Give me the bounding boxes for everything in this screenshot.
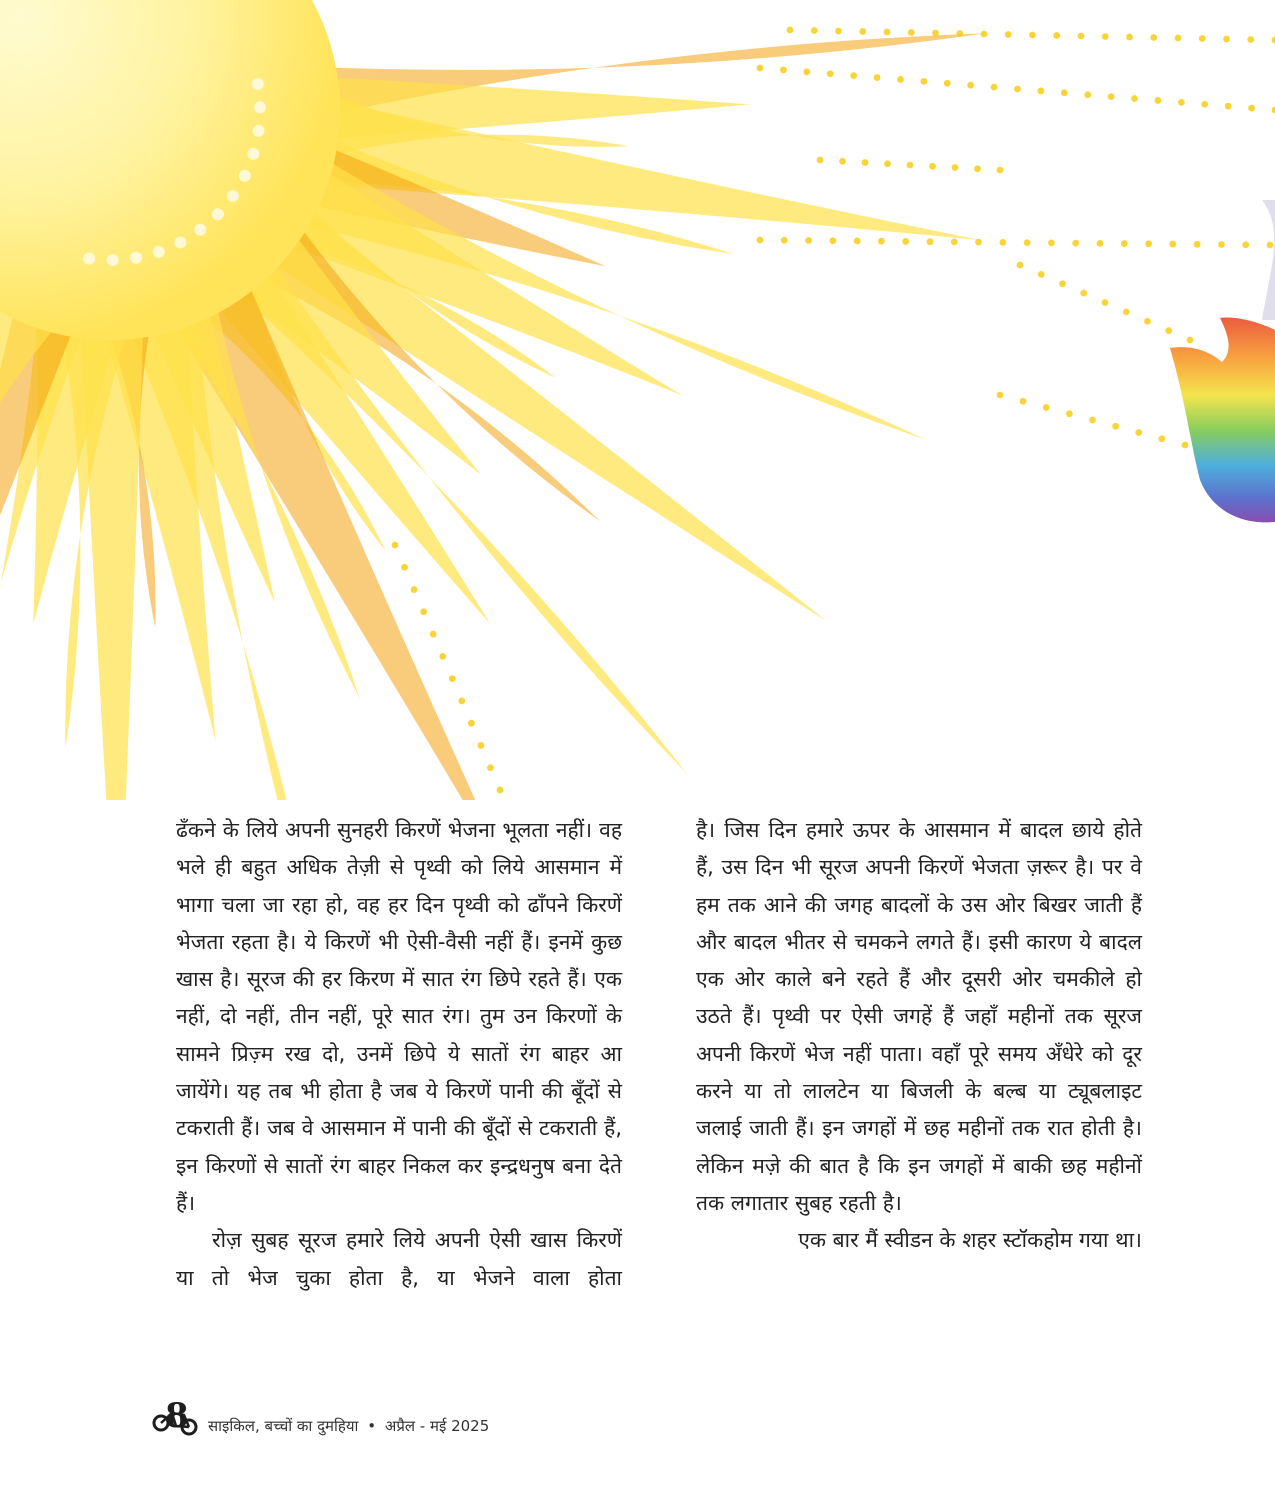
light-dot: [780, 67, 787, 74]
sun-dot: [239, 170, 251, 182]
light-dot: [1272, 37, 1275, 44]
light-dot: [1066, 410, 1073, 417]
light-dot: [974, 165, 981, 172]
light-dot: [884, 29, 891, 36]
light-dot: [1024, 239, 1031, 246]
sun-dot: [252, 78, 264, 90]
light-dot: [1155, 97, 1162, 104]
light-dot: [1218, 241, 1225, 248]
light-dot: [952, 164, 959, 171]
sun-icon: [0, 0, 987, 800]
light-dot: [1048, 239, 1055, 246]
light-dot: [862, 159, 869, 166]
light-dot: [430, 631, 437, 638]
page-footer: [150, 1395, 489, 1445]
paragraph: एक बार मैं स्वीडन के शहर स्टॉकहोम गया था।: [798, 1228, 1142, 1253]
light-dot: [1187, 337, 1194, 344]
sun-dot: [227, 190, 239, 202]
light-dot: [1089, 417, 1096, 424]
light-dot: [907, 162, 914, 169]
light-dot: [944, 80, 951, 87]
light-dot: [1178, 99, 1185, 106]
light-dot: [878, 238, 885, 245]
light-dot: [927, 238, 934, 245]
light-dot: [1223, 36, 1230, 43]
light-dot: [975, 239, 982, 246]
light-dot: [1043, 404, 1050, 411]
light-dot: [997, 167, 1004, 174]
light-dot: [1175, 35, 1182, 42]
light-dot: [854, 238, 861, 245]
light-dot: [420, 608, 427, 615]
light-dot: [1135, 429, 1142, 436]
light-dot: [1080, 290, 1087, 297]
light-dot: [1126, 34, 1133, 41]
light-dot: [956, 30, 963, 37]
light-dot: [874, 74, 881, 81]
sun-dot: [83, 253, 95, 265]
light-dot: [1165, 327, 1172, 334]
light-dot: [817, 157, 824, 164]
light-dot: [1144, 318, 1151, 325]
light-dot: [991, 84, 998, 91]
light-dot: [787, 27, 794, 34]
light-dot: [757, 65, 764, 72]
light-dot: [1084, 91, 1091, 98]
light-dot: [1014, 86, 1021, 93]
light-dot: [781, 237, 788, 244]
sun-dot: [194, 224, 206, 236]
page-number: 8: [165, 1396, 189, 1436]
magazine-name: साइकिल, बच्चों का दुमहिया: [208, 1417, 359, 1435]
sun-dot: [247, 148, 259, 160]
light-dot: [981, 31, 988, 38]
light-dot: [468, 720, 475, 727]
light-dot: [1169, 241, 1176, 248]
light-dot: [811, 27, 818, 34]
light-dot: [1078, 33, 1085, 40]
light-dot: [487, 764, 494, 771]
paragraph: रोज़ सुबह सूरज हमारे लिये अपनी ऐसी खास किरणें या तो भेज चुका होता है, या भेजने वाला होता: [176, 1228, 622, 1290]
sun-dot: [253, 125, 265, 137]
light-dot: [1150, 34, 1157, 41]
light-dot: [850, 72, 857, 79]
light-dot: [1145, 240, 1152, 247]
sun-dot: [107, 254, 119, 266]
light-dot: [1059, 280, 1066, 287]
light-dot: [803, 68, 810, 75]
light-dot: [1005, 31, 1012, 38]
light-dot: [757, 237, 764, 244]
light-dot: [1108, 93, 1115, 100]
light-dot: [478, 742, 485, 749]
paragraph: ढँकने के लिये अपनी सुनहरी किरणें भेजना भूलता नहीं। वह भले ही बहुत अधिक तेज़ी से पृथ्वी को लिये आसमान में भागा चला जा रहा हो, वह हर दिन पृथ्वी को ढाँपने किरणें भेजता रहता है। ये किरणें भी ऐसी-वैसी नहीं हैं। इनमें कुछ खास है। सूरज की हर किरण में सात रंग छिपे रहते हैं। एक नहीं, दो नहीं, तीन नहीं, पूरे सात रंग। तुम उन किरणों के सामने प्रिज़्म रख दो, उनमें छिपे ये सातों रंग बाहर आ जायेंगे। यह तब भी होता है जब ये किरणें पानी की बूँदों से टकराती हैं। जब वे आसमान में पानी की बूँदों से टकराती हैं, इन किरणों से सातों रंग बाहर निकल कर इन्द्रधनुष बना देते हैं।: [176, 818, 622, 1215]
light-dot: [829, 237, 836, 244]
light-dot: [1247, 36, 1254, 43]
light-dot: [1182, 442, 1189, 449]
paragraph: है। जिस दिन हमारे ऊपर के आसमान में बादल छाये होते हैं, उस दिन भी सूरज अपनी किरणें भेजता ज़रूर है। पर वे हम तक आने की जगह बादलों के उस ओर बिखर जाती हैं और बादल भीतर से चमकने लगते हैं। इसी कारण ये बादल एक ओर काले बने रहते हैं और दूसरी ओर चमकीले हो उठते हैं। पृथ्वी पर ऐसी जगहें हैं जहाँ महीनों तक सूरज अपनी किरणें भेज नहीं पाता। वहाँ पूरे समय अँधेरे को दूर करने या तो लालटेन या बिजली के बल्ब या ट्यूबलाइट जलाई जाती हैं। इन जगहों में छह महीनों तक रात होती है। लेकिन मज़े की बात है कि इन जगहों में बाकी छह महीनों तक लगातार सुबह रहती है।: [696, 818, 1142, 1215]
light-dot: [827, 70, 834, 77]
light-dot: [497, 787, 504, 794]
light-dot: [1097, 240, 1104, 247]
sun-dot: [212, 208, 224, 220]
light-dot: [1121, 240, 1128, 247]
light-dot: [951, 239, 958, 246]
light-dot: [805, 237, 812, 244]
issue-date: अप्रैल - मई 2025: [384, 1417, 490, 1435]
light-dot: [449, 675, 456, 682]
light-dot: [1123, 308, 1130, 315]
light-dot: [1225, 103, 1232, 110]
light-dot: [859, 28, 866, 35]
article-column-right: [696, 812, 1142, 1260]
light-dot: [1267, 242, 1274, 249]
sun-dot: [153, 246, 165, 258]
light-dot: [1242, 241, 1249, 248]
light-dot: [929, 163, 936, 170]
light-dot: [1194, 241, 1201, 248]
sun-dot: [174, 236, 186, 248]
light-dot: [392, 542, 399, 549]
light-dot: [458, 698, 465, 705]
article-column-left: [176, 812, 622, 1297]
light-dot: [902, 238, 909, 245]
light-dot: [839, 158, 846, 165]
footer-separator: •: [367, 1417, 377, 1435]
light-dot: [1158, 435, 1165, 442]
light-dot: [439, 653, 446, 660]
light-dot: [999, 239, 1006, 246]
light-dot: [884, 160, 891, 167]
bicycle-logo-icon: [150, 1395, 202, 1445]
footer-caption: [208, 1416, 489, 1436]
light-dot: [1061, 89, 1068, 96]
light-dot: [1038, 271, 1045, 278]
light-dot: [897, 76, 904, 83]
light-dot: [1102, 33, 1109, 40]
light-dot: [920, 78, 927, 85]
sun-dot: [254, 101, 266, 113]
light-dot: [967, 82, 974, 89]
light-dot: [1053, 32, 1060, 39]
sun-dot: [130, 252, 142, 264]
light-dot: [1017, 262, 1024, 269]
rainbow-crystal-icon: [1170, 200, 1275, 522]
light-dot: [1038, 88, 1045, 95]
light-dot: [1201, 101, 1208, 108]
light-dot: [1029, 32, 1036, 39]
light-dot: [835, 28, 842, 35]
light-dot: [1199, 35, 1206, 42]
light-dot: [1272, 107, 1275, 114]
light-dot: [401, 564, 408, 571]
light-dot: [1072, 240, 1079, 247]
light-dot: [1112, 423, 1119, 430]
light-dot: [411, 586, 418, 593]
light-dot: [1131, 95, 1138, 102]
light-dot: [997, 392, 1004, 399]
light-dot: [908, 29, 915, 36]
light-dot: [932, 30, 939, 37]
light-dot: [1102, 299, 1109, 306]
light-dot: [1020, 398, 1027, 405]
light-dot: [1248, 105, 1255, 112]
